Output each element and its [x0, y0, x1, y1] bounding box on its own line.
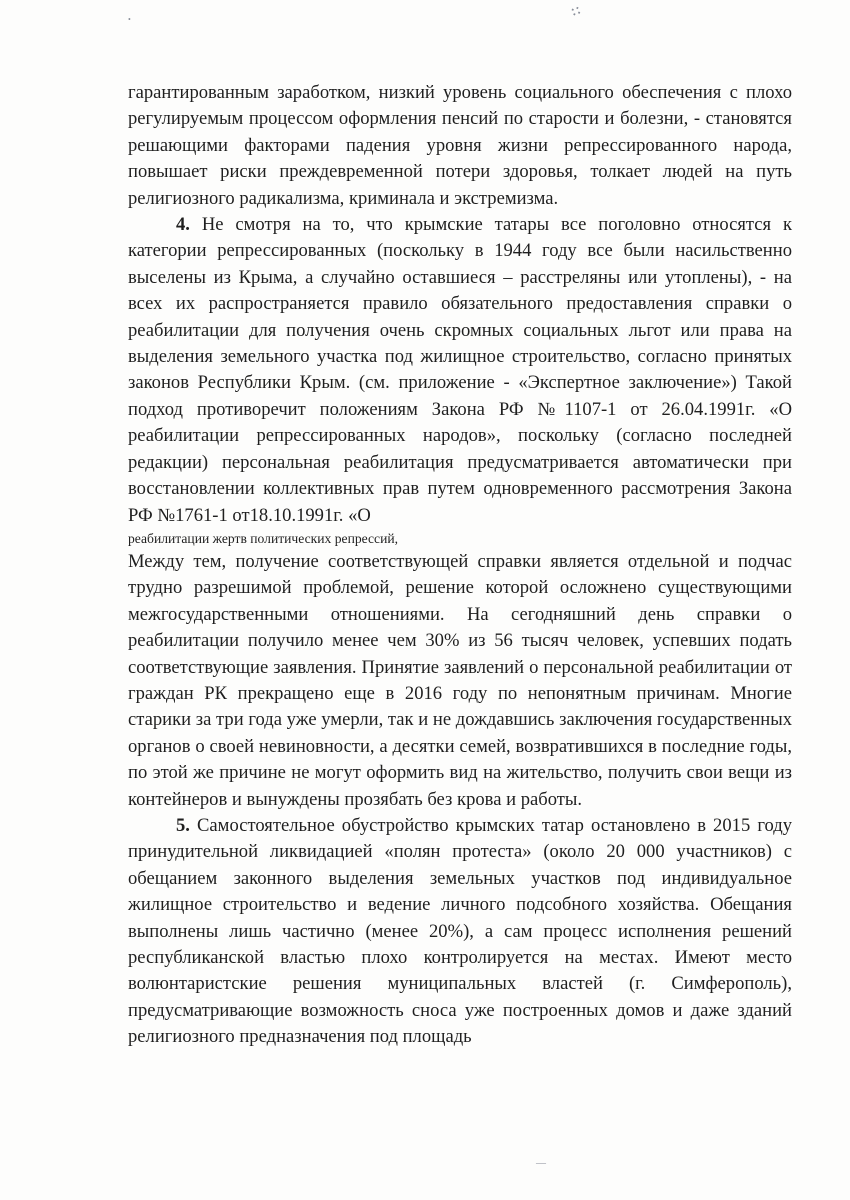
paragraph-text: Не смотря на то, что крымские татары все поголовно относятся к категории репрессированных (поскольку в 1944 году все были насильственно выселены из Крыма, а случайно оставшиеся – расстреляны или утоплены), - на всех их распространяется правило обязательного предоставления справки о реабилитации для получения очень скромных социальных льгот или права на выделения земельного участка под жилищное строительство, согласно принятых законов Республики Крым. (см. приложение - «Экспертное заключение») Такой подход противоречит положениям Закона РФ №1107-1 от 26.04.1991г. «О реабилитации репрессированных народов», поскольку (согласно последней редакции) персональная реабилитация предусматривается автоматически при восстановлении коллективных прав путем одновременного рассмотрения Закона РФ №1761-1 от18.10.1991г. «О: [128, 214, 792, 526]
scan-artifact: —: [536, 1158, 546, 1169]
paragraph: [128, 813, 792, 1051]
paragraph-number: 5.: [176, 814, 190, 836]
paragraph: гарантированным заработком, низкий уровень социального обеспечения с плохо регулируемым процессом оформления пенсий по старости и болезни, - становятся решающими факторами падения уровня жизни репрессированного народа, повышает риски преждевременной потери здоровья, толкает людей на путь религиозного радикализма, криминала и экстремизма.: [128, 82, 792, 209]
document-body: [128, 80, 792, 1051]
paragraph-footnote-line: реабилитации жертв политических репрессий,: [128, 530, 399, 546]
paragraph-text: Самостоятельное обустройство крымских татар остановлено в 2015 году принудительной ликвидацией «полян протеста» (около 20 000 участников) с обещанием законного выделения земельных участков под индивидуальное жилищное строительство и ведение личного подсобного хозяйства. Обещания выполнены лишь частично (менее 20%), а сам процесс исполнения решений республиканской властью плохо контролируется на местах. Имеют место волюнтаристские решения муниципальных властей (г. Симферополь), предусматривающие возможность сноса уже построенных домов и даже зданий религиозного предназначения под площадь: [128, 814, 792, 1048]
scan-artifact: ⁘: [564, 0, 588, 25]
paragraph: [128, 212, 792, 529]
scan-artifact: •: [128, 15, 131, 24]
paragraph: Между тем, получение соответствующей справки является отдельной и подчас трудно разрешимой проблемой, решение которой осложнено существующими межгосударственными отношениями. На сегодняшний день справки о реабилитации получило менее чем 30% из 56 тысяч человек, успевших подать соответствующие заявления. Принятие заявлений о персональной реабилитации от граждан РК прекращено еще в 2016 году по непонятным причинам. Многие старики за три года уже умерли, так и не дождавшись заключения государственных органов о своей невиновности, а десятки семей, возвратившихся в последние годы, по этой же причине не могут оформить вид на жительство, получить свои вещи из контейнеров и вынуждены прозябать без крова и работы.: [128, 550, 792, 810]
paragraph-number: 4.: [176, 214, 190, 236]
